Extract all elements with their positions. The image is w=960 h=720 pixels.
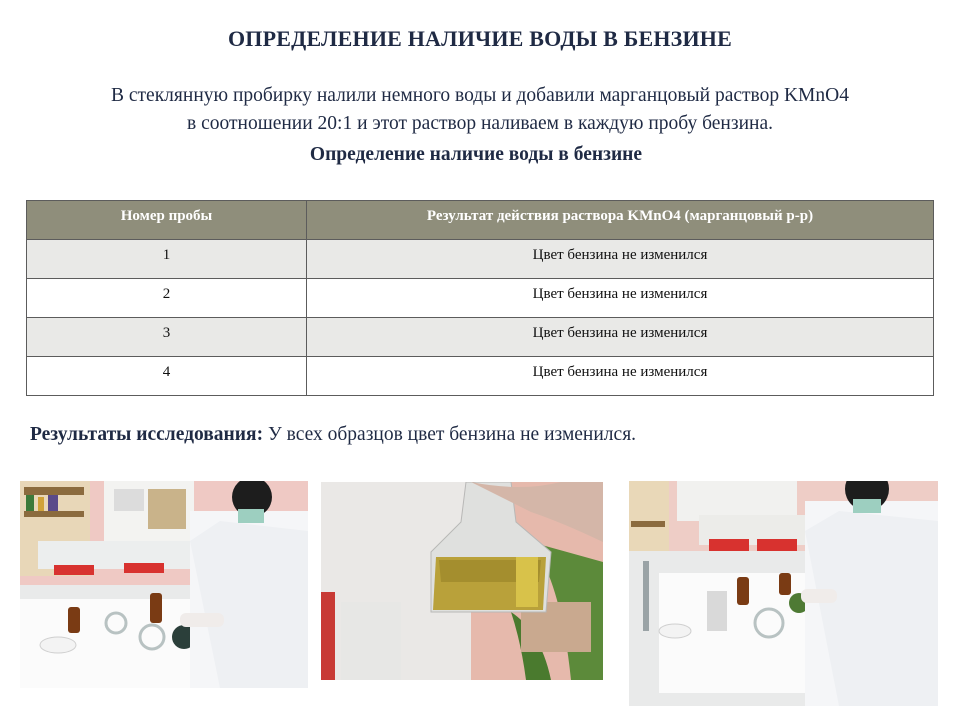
results-table xyxy=(26,200,934,396)
lab-photo-left-image xyxy=(20,481,308,688)
research-conclusion xyxy=(30,424,930,446)
result-cell: Цвет бензина не изменился xyxy=(307,357,934,396)
table-header-row xyxy=(27,201,934,240)
lab-photo-right-image xyxy=(629,481,938,706)
table-row xyxy=(27,240,934,279)
table-row xyxy=(27,357,934,396)
result-cell: Цвет бензина не изменился xyxy=(307,279,934,318)
result-cell: Цвет бензина не изменился xyxy=(307,240,934,279)
conclusion-label: Результаты исследования: xyxy=(30,424,264,445)
flask-photo-center xyxy=(321,482,603,680)
sample-number-cell: 2 xyxy=(27,279,307,318)
table-row xyxy=(27,318,934,357)
conclusion-text: У всех образцов цвет бензина не изменился. xyxy=(263,424,637,445)
result-cell: Цвет бензина не изменился xyxy=(307,318,934,357)
lab-photo-left xyxy=(20,481,308,688)
table-row xyxy=(27,279,934,318)
sample-number-cell: 1 xyxy=(27,240,307,279)
header-sample-number: Номер пробы xyxy=(27,201,307,240)
lab-photo-right xyxy=(629,481,938,706)
flask-photo-center-image xyxy=(321,482,603,680)
header-result: Результат действия раствора KMnO4 (марганцовый р-р) xyxy=(307,201,934,240)
intro-line-2: в соотношении 20:1 и этот раствор наливаем в каждую пробу бензина. xyxy=(187,113,773,134)
sample-number-cell: 4 xyxy=(27,357,307,396)
sample-number-cell: 3 xyxy=(27,318,307,357)
table-title: Определение наличие воды в бензине xyxy=(309,144,643,165)
intro-line-1: В стеклянную пробирку налили немного воды и добавили марганцовый раствор KMnO4 xyxy=(111,85,849,106)
page-title: ОПРЕДЕЛЕНИЕ НАЛИЧИЕ ВОДЫ В БЕНЗИНЕ xyxy=(227,26,732,51)
intro-paragraph xyxy=(20,82,940,138)
